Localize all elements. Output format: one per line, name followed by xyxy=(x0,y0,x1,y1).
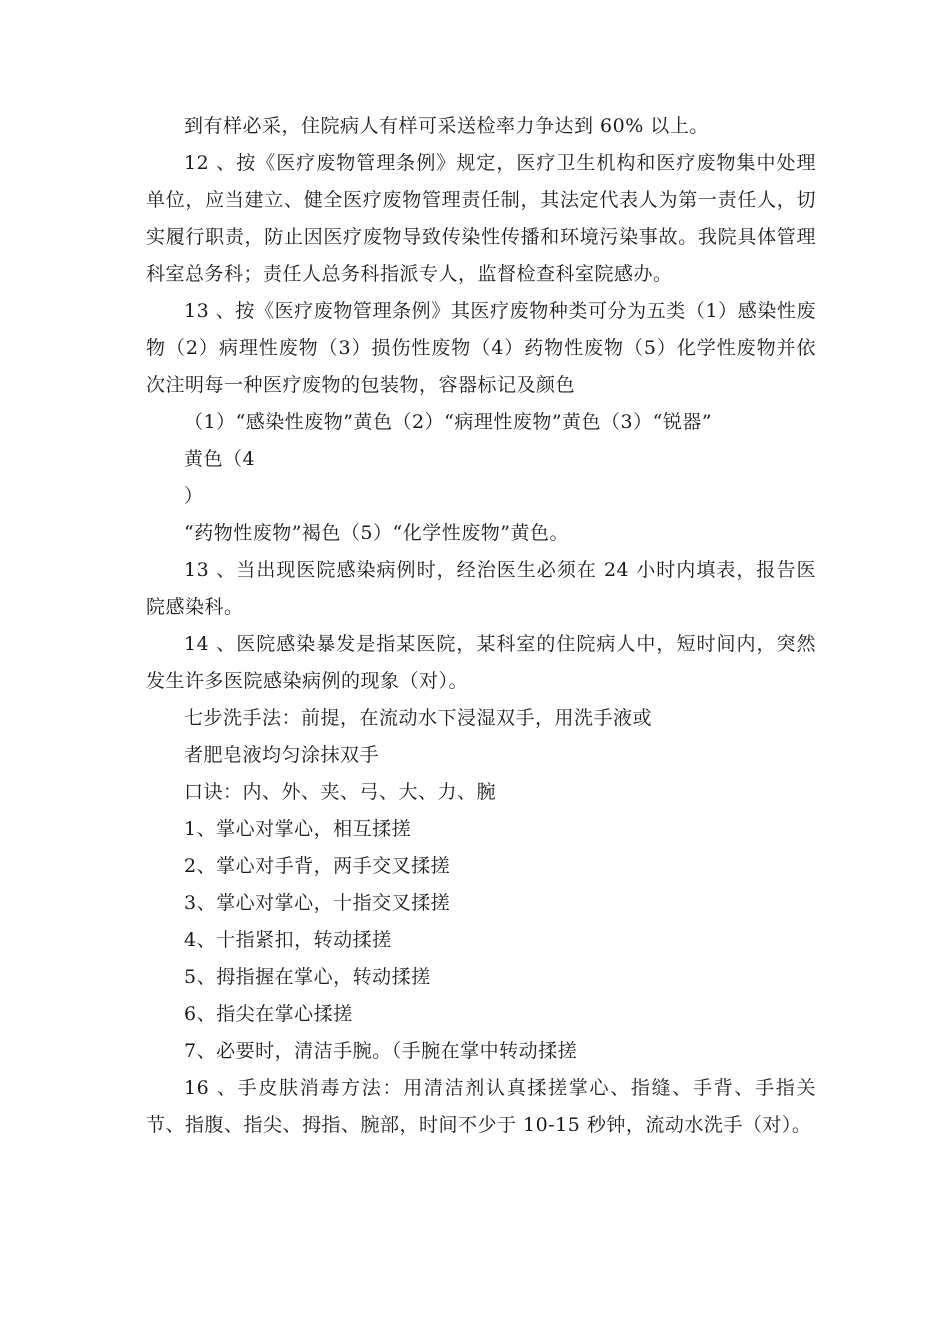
handwash-step-7: 7、必要时，清洁手腕。（手腕在掌中转动揉搓 xyxy=(184,1040,578,1062)
paragraph-item-13-infection-report: 13 、当出现医院感染病例时，经治医生必须在 24 小时内填表，报告医院感染科。 xyxy=(146,559,816,618)
handwash-mnemonic: 口诀：内、外、夹、弓、大、力、腕 xyxy=(184,781,497,803)
handwash-step-5: 5、拇指握在掌心，转动揉搓 xyxy=(184,966,431,988)
handwash-step-6: 6、指尖在掌心揉搓 xyxy=(184,1003,353,1025)
paragraph-item-13-waste-categories: 13 、按《医疗废物管理条例》其医疗废物种类可分为五类（1）感染性废物（2）病理性废物（3）损伤性废物（4）药物性废物（5）化学性废物并依次注明每一种医疗废物的包装物，容器标记及颜色 xyxy=(146,300,816,396)
waste-color-line-4: “药物性废物”褐色（5）“化学性废物”黄色。 xyxy=(184,522,569,544)
waste-color-line-2: 黄色（4 xyxy=(184,448,256,470)
handwash-intro-line-1: 七步洗手法：前提，在流动水下浸湿双手，用洗手液或 xyxy=(184,707,653,729)
handwash-step-1: 1、掌心对掌心，相互揉搓 xyxy=(184,818,412,840)
waste-color-line-3: ） xyxy=(184,485,204,507)
paragraph-item-14-outbreak: 14 、医院感染暴发是指某医院，某科室的住院病人中，短时间内，突然发生许多医院感染病例的现象（对）。 xyxy=(146,633,816,692)
paragraph-item-16-skin-disinfection: 16 、手皮肤消毒方法：用清洁剂认真揉搓掌心、指缝、手背、手指关节、指腹、指尖、拇指、腕部，时间不少于 10-15 秒钟，流动水洗手（对）。 xyxy=(146,1077,816,1136)
paragraph-sampling-rate: 到有样必采，住院病人有样可采送检率力争达到 60% 以上。 xyxy=(184,115,709,137)
handwash-intro-line-2: 者肥皂液均匀涂抹双手 xyxy=(184,744,380,766)
document-body xyxy=(146,108,816,1144)
paragraph-item-12-waste-responsibility: 12 、按《医疗废物管理条例》规定，医疗卫生机构和医疗废物集中处理单位，应当建立、健全医疗废物管理责任制，其法定代表人为第一责任人，切实履行职责，防止因医疗废物导致传染性传播和环境污染事故。我院具体管理科室总务科；责任人总务科指派专人，监督检查科室院感办。 xyxy=(146,152,816,285)
handwash-step-3: 3、掌心对掌心，十指交叉揉搓 xyxy=(184,892,451,914)
waste-color-line-1: （1）“感染性废物”黄色（2）“病理性废物”黄色（3）“锐器” xyxy=(184,411,713,433)
handwash-step-2: 2、掌心对手背，两手交叉揉搓 xyxy=(184,855,451,877)
handwash-step-4: 4、十指紧扣，转动揉搓 xyxy=(184,929,392,951)
